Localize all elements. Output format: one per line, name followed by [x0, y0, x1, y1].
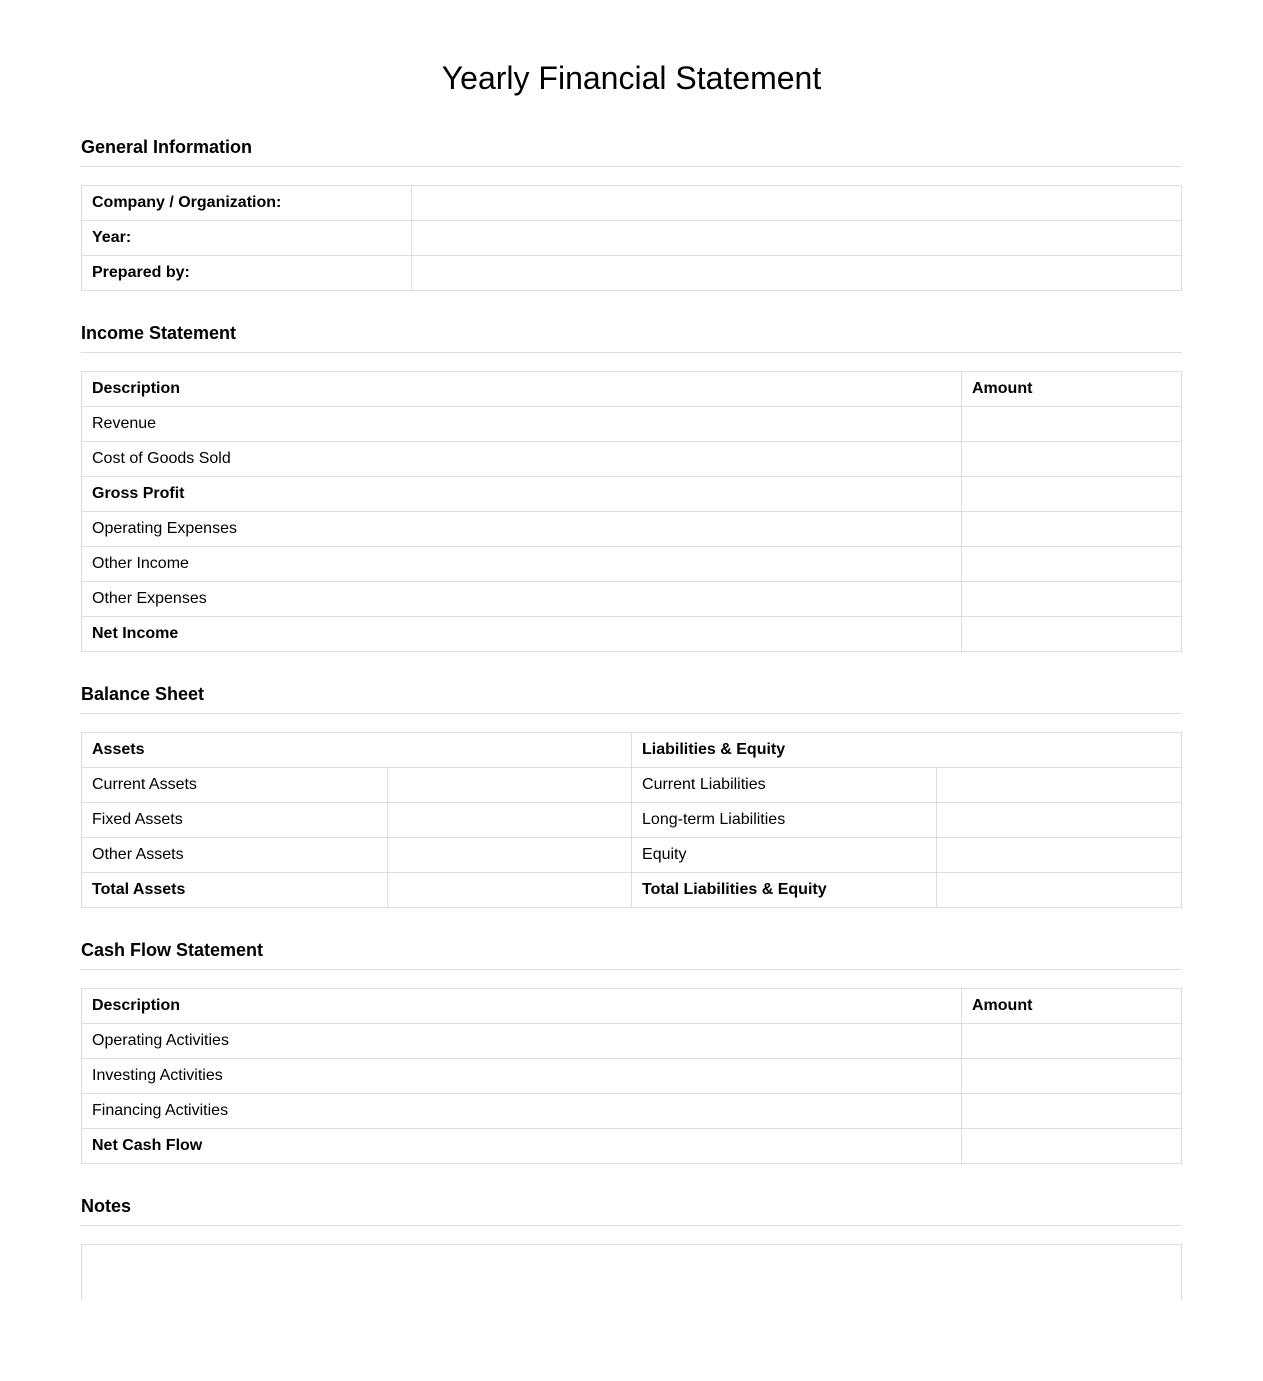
amount-cell[interactable] [962, 1059, 1182, 1094]
income-statement-table [81, 371, 1182, 652]
table-row [82, 838, 1182, 873]
row-label: Net Cash Flow [82, 1129, 962, 1164]
asset-label: Fixed Assets [82, 803, 388, 838]
row-label: Investing Activities [82, 1059, 962, 1094]
general-information-table [81, 185, 1182, 291]
field-value[interactable] [412, 186, 1182, 221]
liability-amount-cell[interactable] [937, 838, 1182, 873]
asset-amount-cell[interactable] [388, 873, 632, 908]
table-row [82, 407, 1182, 442]
table-row [82, 547, 1182, 582]
column-header-description: Description [82, 372, 962, 407]
amount-cell[interactable] [962, 512, 1182, 547]
row-label: Financing Activities [82, 1094, 962, 1129]
field-value[interactable] [412, 256, 1182, 291]
general-information-section [81, 136, 1182, 291]
balance-sheet-section [81, 683, 1182, 908]
notes-section [81, 1195, 1182, 1300]
row-label: Gross Profit [82, 477, 962, 512]
amount-cell[interactable] [962, 442, 1182, 477]
asset-amount-cell[interactable] [388, 803, 632, 838]
amount-cell[interactable] [962, 547, 1182, 582]
section-heading: General Information [81, 136, 1182, 167]
row-label: Other Expenses [82, 582, 962, 617]
table-row [82, 1094, 1182, 1129]
table-row [82, 1024, 1182, 1059]
section-heading: Cash Flow Statement [81, 939, 1182, 970]
amount-cell[interactable] [962, 617, 1182, 652]
asset-amount-cell[interactable] [388, 768, 632, 803]
table-row [82, 477, 1182, 512]
table-row [82, 803, 1182, 838]
section-heading: Income Statement [81, 322, 1182, 353]
row-label: Operating Activities [82, 1024, 962, 1059]
row-label: Operating Expenses [82, 512, 962, 547]
column-header-amount: Amount [962, 372, 1182, 407]
asset-amount-cell[interactable] [388, 838, 632, 873]
table-row [82, 221, 1182, 256]
field-label: Year: [82, 221, 412, 256]
table-row [82, 768, 1182, 803]
field-label: Prepared by: [82, 256, 412, 291]
column-header-description: Description [82, 989, 962, 1024]
liability-label: Current Liabilities [632, 768, 937, 803]
row-label: Cost of Goods Sold [82, 442, 962, 477]
asset-label: Current Assets [82, 768, 388, 803]
liability-label: Equity [632, 838, 937, 873]
table-row [82, 617, 1182, 652]
table-row [82, 512, 1182, 547]
asset-label: Other Assets [82, 838, 388, 873]
column-header-amount: Amount [962, 989, 1182, 1024]
liability-amount-cell[interactable] [937, 803, 1182, 838]
amount-cell[interactable] [962, 477, 1182, 512]
column-header-assets: Assets [82, 733, 632, 768]
liability-amount-cell[interactable] [937, 873, 1182, 908]
field-label: Company / Organization: [82, 186, 412, 221]
table-row [82, 1129, 1182, 1164]
section-heading: Notes [81, 1195, 1182, 1226]
asset-label: Total Assets [82, 873, 388, 908]
amount-cell[interactable] [962, 1024, 1182, 1059]
table-row [82, 256, 1182, 291]
cash-flow-table [81, 988, 1182, 1164]
row-label: Revenue [82, 407, 962, 442]
table-row [82, 186, 1182, 221]
row-label: Other Income [82, 547, 962, 582]
row-label: Net Income [82, 617, 962, 652]
amount-cell[interactable] [962, 582, 1182, 617]
income-statement-section [81, 322, 1182, 652]
cash-flow-section [81, 939, 1182, 1164]
table-row [82, 873, 1182, 908]
table-row [82, 582, 1182, 617]
amount-cell[interactable] [962, 407, 1182, 442]
liability-amount-cell[interactable] [937, 768, 1182, 803]
column-header-liabilities-equity: Liabilities & Equity [632, 733, 1182, 768]
liability-label: Long-term Liabilities [632, 803, 937, 838]
section-heading: Balance Sheet [81, 683, 1182, 714]
table-row [82, 1059, 1182, 1094]
table-row [82, 442, 1182, 477]
notes-field[interactable] [81, 1244, 1182, 1300]
amount-cell[interactable] [962, 1094, 1182, 1129]
amount-cell[interactable] [962, 1129, 1182, 1164]
field-value[interactable] [412, 221, 1182, 256]
balance-sheet-table [81, 732, 1182, 908]
liability-label: Total Liabilities & Equity [632, 873, 937, 908]
page-title: Yearly Financial Statement [441, 60, 822, 96]
